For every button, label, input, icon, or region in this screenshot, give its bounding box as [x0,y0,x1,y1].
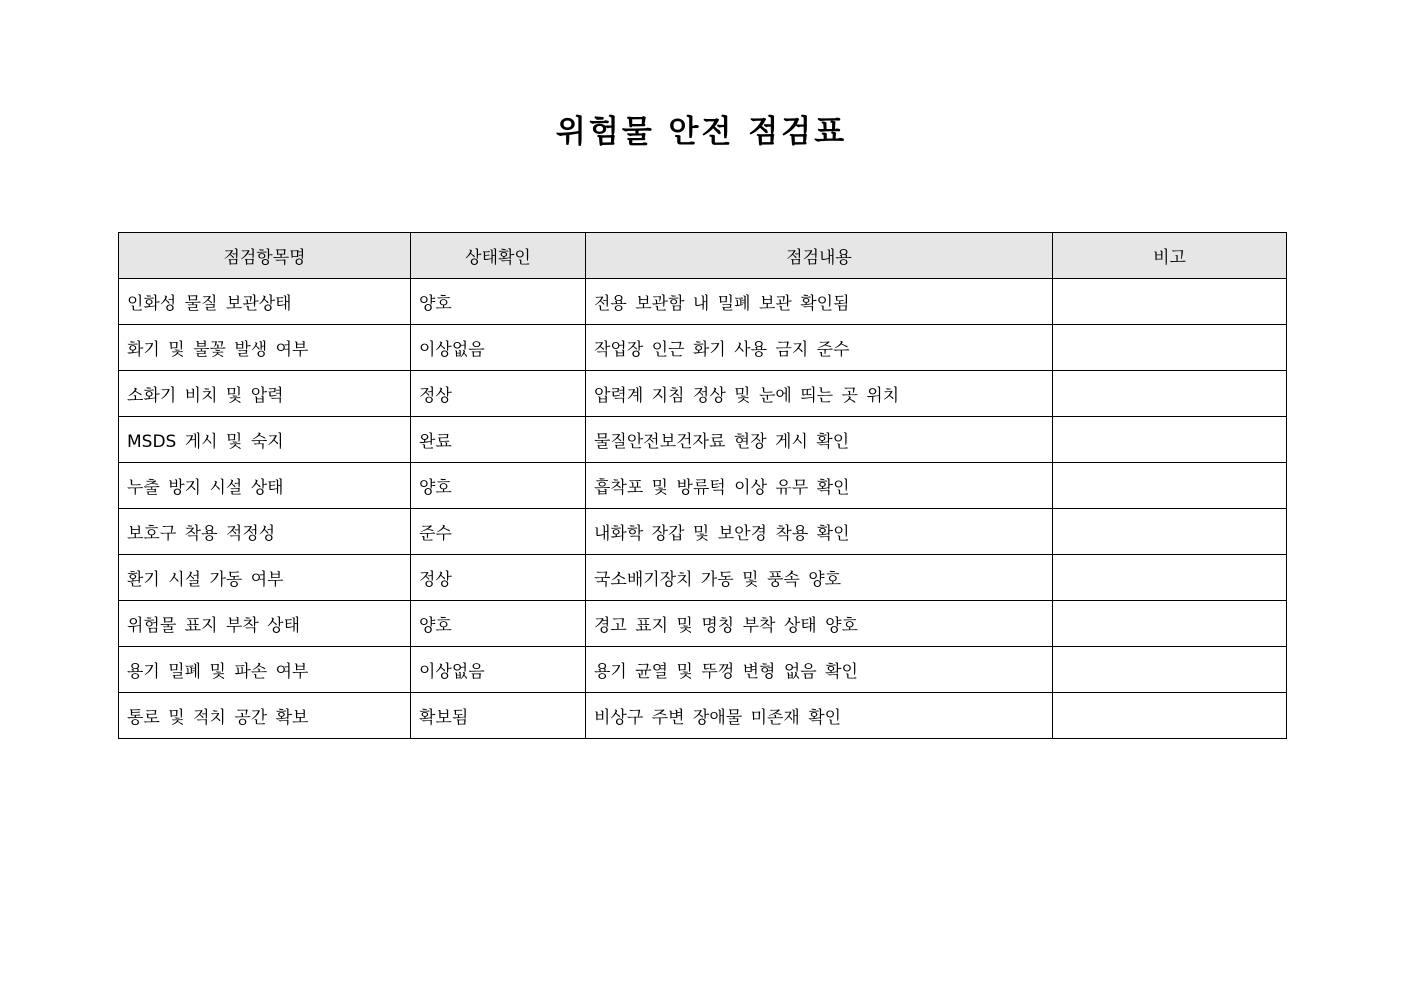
table-row [119,555,1287,601]
cell-item: 인화성 물질 보관상태 [119,279,411,325]
cell-item: 소화기 비치 및 압력 [119,371,411,417]
table-header-row [119,233,1287,279]
cell-status: 정상 [411,371,586,417]
cell-content: 흡착포 및 방류턱 이상 유무 확인 [586,463,1053,509]
table-row [119,509,1287,555]
cell-content: 국소배기장치 가동 및 풍속 양호 [586,555,1053,601]
cell-status: 이상없음 [411,647,586,693]
cell-status: 양호 [411,463,586,509]
cell-note [1053,279,1287,325]
cell-note [1053,555,1287,601]
cell-item: 누출 방지 시설 상태 [119,463,411,509]
column-header-content: 점검내용 [586,233,1053,279]
cell-note [1053,325,1287,371]
cell-item: 통로 및 적치 공간 확보 [119,693,411,739]
inspection-checklist-table [118,232,1287,739]
cell-note [1053,463,1287,509]
cell-note [1053,647,1287,693]
cell-item: MSDS 게시 및 숙지 [119,417,411,463]
cell-status: 준수 [411,509,586,555]
cell-content: 내화학 장갑 및 보안경 착용 확인 [586,509,1053,555]
cell-status: 확보됨 [411,693,586,739]
page-title: 위험물 안전 점검표 [555,114,848,150]
cell-item: 용기 밀폐 및 파손 여부 [119,647,411,693]
column-header-note: 비고 [1053,233,1287,279]
cell-status: 정상 [411,555,586,601]
column-header-item: 점검항목명 [119,233,411,279]
cell-item: 화기 및 불꽃 발생 여부 [119,325,411,371]
cell-status: 양호 [411,279,586,325]
table-row [119,601,1287,647]
table-row [119,279,1287,325]
table-row [119,371,1287,417]
column-header-status: 상태확인 [411,233,586,279]
cell-content: 압력계 지침 정상 및 눈에 띄는 곳 위치 [586,371,1053,417]
cell-note [1053,371,1287,417]
table-row [119,693,1287,739]
table-header [119,233,1287,279]
cell-note [1053,601,1287,647]
cell-content: 물질안전보건자료 현장 게시 확인 [586,417,1053,463]
table-row [119,417,1287,463]
cell-status: 양호 [411,601,586,647]
table-row [119,647,1287,693]
cell-content: 경고 표지 및 명칭 부착 상태 양호 [586,601,1053,647]
cell-item: 보호구 착용 적정성 [119,509,411,555]
cell-content: 비상구 주변 장애물 미존재 확인 [586,693,1053,739]
table-row [119,325,1287,371]
cell-note [1053,509,1287,555]
cell-item: 위험물 표지 부착 상태 [119,601,411,647]
table-row [119,463,1287,509]
cell-content: 전용 보관함 내 밀폐 보관 확인됨 [586,279,1053,325]
cell-content: 용기 균열 및 뚜껑 변형 없음 확인 [586,647,1053,693]
cell-note [1053,417,1287,463]
cell-status: 이상없음 [411,325,586,371]
cell-content: 작업장 인근 화기 사용 금지 준수 [586,325,1053,371]
cell-note [1053,693,1287,739]
cell-item: 환기 시설 가동 여부 [119,555,411,601]
cell-status: 완료 [411,417,586,463]
table-body [119,279,1287,739]
